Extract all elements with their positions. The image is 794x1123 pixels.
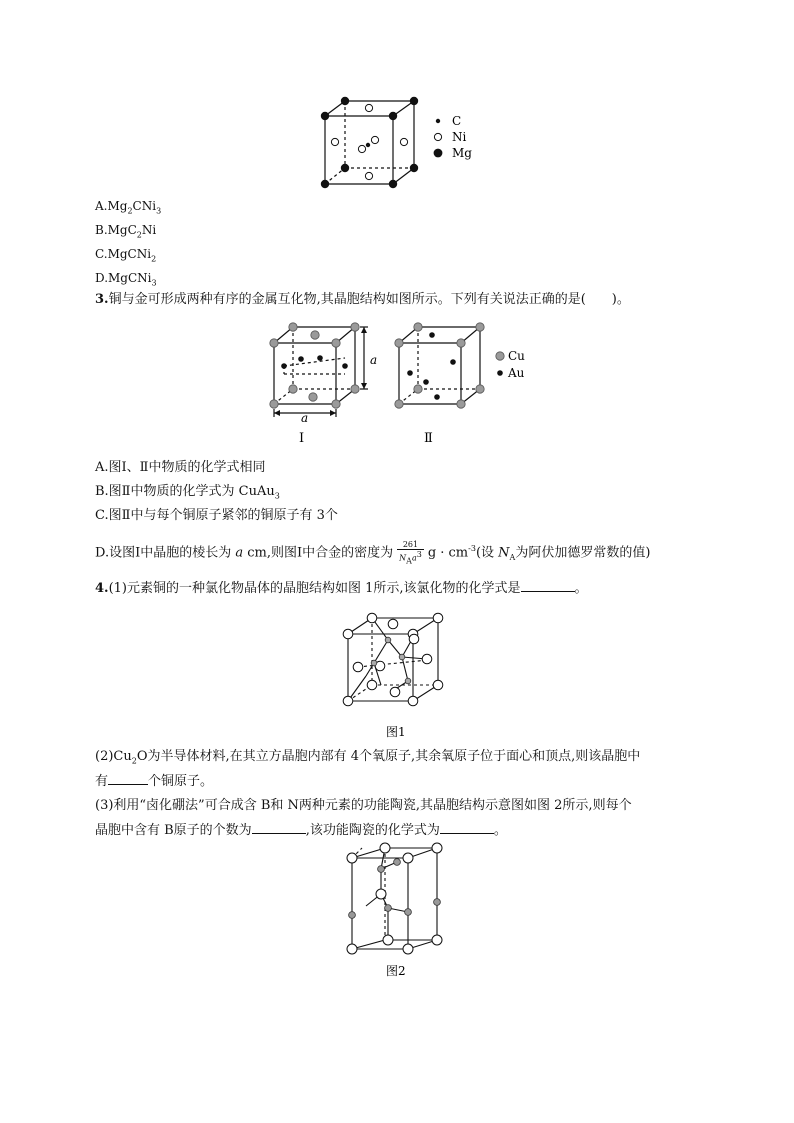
q2-option-d: D.MgCNi$_3$ [95, 271, 157, 288]
fig1-caption: 图1 [386, 725, 406, 739]
fig2-caption: 图2 [386, 964, 406, 978]
legend-au-label: Au [508, 366, 525, 380]
figure-label-i: Ⅰ [299, 431, 305, 446]
q4-part1: 4.(1)元素铜的一种氯化物晶体的晶胞结构如图 1所示,该氯化物的化学式是 。 [95, 581, 588, 596]
q3-stem: 3.铜与金可形成两种有序的金属互化物,其晶胞结构如图所示。下列有关说法正确的是( )。 [95, 292, 630, 307]
q4-part2-line2: 有 个铜原子。 [95, 774, 214, 789]
edge-label-vertical: a [370, 353, 378, 367]
q3-number: 3. [95, 292, 109, 307]
q2-option-a: $A.Mg_2CNi_3$ [95, 199, 162, 216]
q4-part3-line2: 晶胞中含有 B原子的个数为 ,该功能陶瓷的化学式为 。 [95, 823, 507, 838]
q4-part3-line1: (3)利用“卤化硼法”可合成含 B和 N两种元素的功能陶瓷,其晶胞结构示意图如图 2所示,则每个 [95, 798, 632, 813]
q2-option-b: B.MgC$_2$Ni [95, 223, 157, 240]
q3-option-d: D.设图Ⅰ中晶胞的棱长为 a cm,则图Ⅰ中合金的密度为 $\frac{261}{N_Aa^3}$ $g \cdot cm^{-3}$(设 $N_A$为阿伏加德罗常数的值) [95, 540, 651, 566]
q3-option-b: B.图Ⅱ中物质的化学式为 CuAu$_3$ [95, 484, 280, 501]
legend-ni-label: Ni [452, 130, 467, 144]
q3-option-c: C.图Ⅱ中与每个铜原子紧邻的铜原子有 3个 [95, 508, 338, 523]
q4-part2-line1: $(2)Cu_2O$为半导体材料,在其立方晶胞内部有 4个氧原子,其余氧原子位于面心和顶点,则该晶胞中 [95, 749, 641, 766]
legend-mg-label: Mg [452, 146, 472, 160]
legend-cu-label: Cu [508, 349, 525, 363]
edge-label-horizontal: a [301, 411, 309, 425]
figure-label-ii: Ⅱ [424, 431, 433, 446]
q3-option-a: A.图Ⅰ、Ⅱ中物质的化学式相同 [95, 460, 266, 475]
density-fraction: $\frac{261}{N_Aa^3}$ [399, 540, 422, 566]
q4-number: 4. [95, 581, 109, 596]
legend-c-label: C [452, 114, 462, 128]
q2-option-c: C.MgCNi$_2$ [95, 247, 157, 264]
